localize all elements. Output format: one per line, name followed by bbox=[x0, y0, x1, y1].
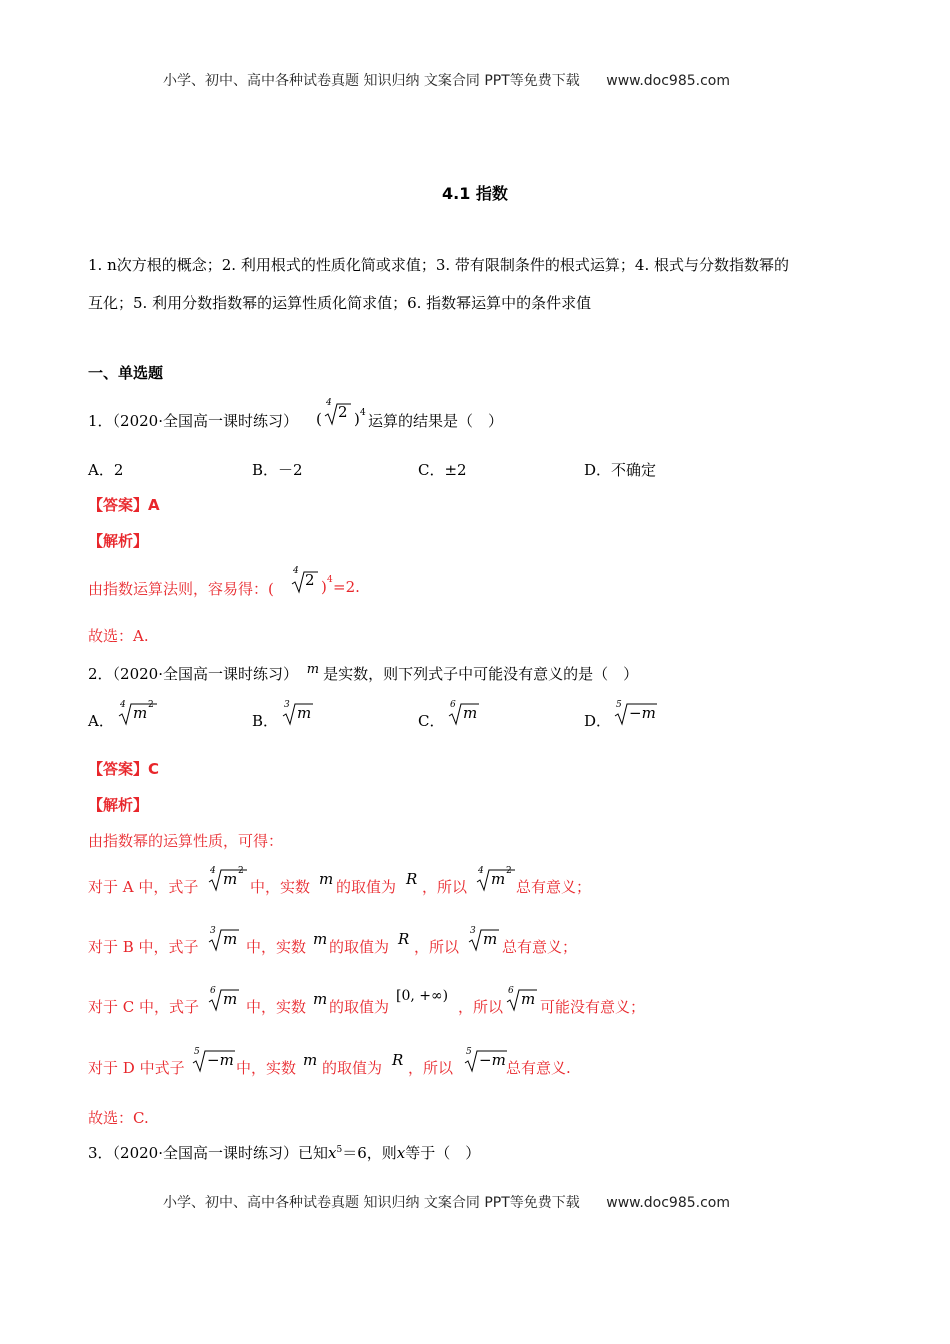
q1-option-c[interactable]: C．±2 bbox=[418, 461, 467, 479]
q2-line-a-range: R bbox=[406, 870, 418, 888]
q2-line-c-text5: 可能没有意义； bbox=[540, 998, 646, 1016]
q2-line-c-index: 6 bbox=[210, 986, 216, 996]
q2-analysis-line bbox=[88, 862, 648, 898]
q2-option-b-label: B． bbox=[252, 712, 279, 730]
q1-explain-power: 4 bbox=[327, 575, 333, 585]
q2-line-d-radicand2: −m bbox=[479, 1051, 506, 1069]
q2-line-b-radicand2: m bbox=[483, 930, 498, 948]
q2-line-d-text3: 的取值为 bbox=[322, 1059, 383, 1077]
intro-line-2: 互化；5. 利用分数指数幂的运算性质化简求值；6. 指数幂运算中的条件求值 bbox=[88, 294, 592, 312]
q2-line-b-text1: 对于 B 中，式子 bbox=[88, 938, 199, 956]
intro-line-1: 1. n次方根的概念；2. 利用根式的性质化简或求值；3. 带有限制条件的根式运算；4. 根式与分数指数幂的 bbox=[88, 256, 789, 274]
q2-line-c-text1: 对于 C 中，式子 bbox=[88, 998, 200, 1016]
q2-answer: 【答案】C bbox=[88, 760, 160, 778]
q3-stem-c: 等于（ ） bbox=[405, 1144, 481, 1162]
header-banner bbox=[163, 70, 730, 90]
footer-text: 小学、初中、高中各种试卷真题 知识归纳 文案合同 PPT等免费下载 bbox=[163, 1195, 580, 1211]
q2-option-c-radicand: m bbox=[463, 704, 478, 722]
q2-line-a-exp2: 2 bbox=[506, 866, 512, 876]
q2-line-c-text2: 中，实数 bbox=[246, 998, 307, 1016]
q3-stem-a: 已知 bbox=[298, 1144, 329, 1162]
section-heading: 一、单选题 bbox=[88, 364, 164, 382]
q1-explain-pre: 由指数运算法则，容易得：( bbox=[88, 580, 274, 598]
q2-option-c-index: 6 bbox=[450, 700, 456, 710]
q2-line-a-radicand2: m bbox=[491, 870, 506, 888]
q2-option-a-index: 4 bbox=[120, 700, 126, 710]
q2-option-d-label: D． bbox=[584, 712, 612, 730]
q2-option-a[interactable] bbox=[88, 700, 208, 736]
q2-option-c-label: C． bbox=[418, 712, 445, 730]
q2-line-d-range: R bbox=[392, 1051, 404, 1069]
q1-answer: 【答案】A bbox=[88, 496, 160, 514]
q2-line-d-index2: 5 bbox=[466, 1047, 472, 1057]
q2-analysis-label: 【解析】 bbox=[88, 796, 149, 814]
q2-var: m bbox=[306, 662, 320, 677]
q3-x: x bbox=[328, 1144, 337, 1162]
q2-line-b-range: R bbox=[398, 930, 410, 948]
q2-line-d-radicand: −m bbox=[207, 1051, 234, 1069]
q1-choose: 故选：A. bbox=[88, 627, 149, 645]
q1-expression: ( 4 2 ) 4 运算的结果是（ ） bbox=[316, 398, 504, 430]
q2-line-b-text5: 总有意义； bbox=[502, 938, 578, 956]
q1-explain-index: 4 bbox=[293, 566, 299, 576]
q2-line-a-radicand: m bbox=[223, 870, 238, 888]
q1-option-b[interactable]: B．－2 bbox=[252, 461, 303, 479]
q2-line-c-radicand2: m bbox=[521, 990, 536, 1008]
q3-number: 3． bbox=[88, 1144, 113, 1162]
q2-line-d-index: 5 bbox=[194, 1047, 200, 1057]
q2-line-b-text2: 中，实数 bbox=[246, 938, 307, 956]
q2-line-c-text3: 的取值为 bbox=[329, 998, 390, 1016]
q1-explanation: 由指数运算法则，容易得：( 4 2 ) 4 =2. bbox=[88, 566, 360, 598]
q3-stem-b: ＝6，则 bbox=[342, 1144, 397, 1162]
q2-line-a-text1: 对于 A 中，式子 bbox=[88, 878, 199, 896]
q2-line-a-text5: 总有意义； bbox=[516, 878, 592, 896]
q3-x2: x bbox=[396, 1144, 406, 1162]
q1-explain-radicand: 2 bbox=[305, 571, 315, 589]
header-site-link[interactable]: www.doc985.com bbox=[606, 73, 730, 89]
q2-option-b[interactable] bbox=[252, 700, 372, 736]
q2-choose: 故选：C. bbox=[88, 1109, 149, 1127]
q2-number: 2． bbox=[88, 665, 113, 683]
header-text: 小学、初中、高中各种试卷真题 知识归纳 文案合同 PPT等免费下载 bbox=[163, 73, 580, 89]
q2-line-a-text3: 的取值为 bbox=[336, 878, 397, 896]
q3-source: （2020·全国高一课时练习） bbox=[112, 1144, 298, 1162]
q2-line-a-text2: 中，实数 bbox=[250, 878, 311, 896]
q2-line-b-index: 3 bbox=[210, 926, 216, 936]
q2-line-a-exp: 2 bbox=[238, 866, 244, 876]
q2-line-d-text1: 对于 D 中式子 bbox=[88, 1059, 185, 1077]
q2-option-a-exp: 2 bbox=[148, 700, 154, 710]
q1-explain-post: =2. bbox=[333, 578, 360, 596]
q2-line-d-var: m bbox=[303, 1051, 318, 1069]
page-title: 4.1 指数 bbox=[442, 184, 508, 203]
question-3 bbox=[88, 1142, 480, 1163]
q2-stem: 是实数，则下列式子中可能没有意义的是（ ） bbox=[323, 665, 639, 683]
q2-analysis-intro: 由指数幂的运算性质，可得： bbox=[88, 832, 284, 850]
q1-number: 1． bbox=[88, 412, 113, 430]
q2-line-b-text3: 的取值为 bbox=[329, 938, 390, 956]
q2-option-b-index: 3 bbox=[284, 700, 290, 710]
question-1 bbox=[88, 410, 298, 431]
q1-root-index: 4 bbox=[326, 398, 332, 408]
q1-option-d[interactable]: D．不确定 bbox=[584, 461, 657, 479]
q1-source: （2020·全国高一课时练习） bbox=[112, 412, 298, 430]
q2-option-d[interactable] bbox=[584, 700, 704, 736]
q2-line-c-radicand: m bbox=[223, 990, 238, 1008]
q2-analysis-line bbox=[88, 1043, 648, 1079]
q2-line-a-var: m bbox=[319, 870, 334, 888]
q2-option-c[interactable] bbox=[418, 700, 538, 736]
question-2 bbox=[88, 662, 638, 684]
q2-option-a-radicand: m bbox=[133, 704, 148, 722]
q2-line-b-index2: 3 bbox=[470, 926, 476, 936]
q2-source: （2020·全国高一课时练习） bbox=[112, 665, 298, 683]
q2-line-d-text4: ，所以 bbox=[408, 1059, 454, 1077]
footer-site-link[interactable]: www.doc985.com bbox=[606, 1195, 730, 1211]
q2-option-d-radicand: −m bbox=[629, 704, 656, 722]
q2-line-a-index: 4 bbox=[210, 866, 216, 876]
q2-line-b-text4: ，所以 bbox=[414, 938, 460, 956]
footer-banner bbox=[163, 1192, 730, 1212]
q2-option-a-label: A． bbox=[88, 712, 114, 730]
q2-line-c-var: m bbox=[313, 990, 328, 1008]
q2-analysis-line bbox=[88, 982, 668, 1018]
q2-line-a-text4: ，所以 bbox=[422, 878, 468, 896]
q2-option-b-radicand: m bbox=[297, 704, 312, 722]
q2-line-b-radicand: m bbox=[223, 930, 238, 948]
q1-radicand: 2 bbox=[338, 403, 348, 421]
q2-line-c-index2: 6 bbox=[508, 986, 514, 996]
q3-exp: 5 bbox=[336, 1145, 343, 1155]
q2-line-b-var: m bbox=[313, 930, 328, 948]
q2-line-c-text4: ，所以 bbox=[458, 998, 504, 1016]
q1-analysis-label: 【解析】 bbox=[88, 532, 149, 550]
q2-line-d-text5: 总有意义. bbox=[506, 1059, 571, 1077]
q1-power: 4 bbox=[360, 408, 366, 418]
q2-line-a-index2: 4 bbox=[478, 866, 484, 876]
q2-analysis-line bbox=[88, 922, 648, 958]
q1-stem: 运算的结果是（ ） bbox=[368, 412, 504, 430]
q1-option-a[interactable]: A．2 bbox=[88, 461, 124, 479]
q2-line-d-text2: 中，实数 bbox=[236, 1059, 297, 1077]
q2-option-d-index: 5 bbox=[616, 700, 622, 710]
q2-line-c-range: [0, +∞) bbox=[396, 988, 449, 1004]
